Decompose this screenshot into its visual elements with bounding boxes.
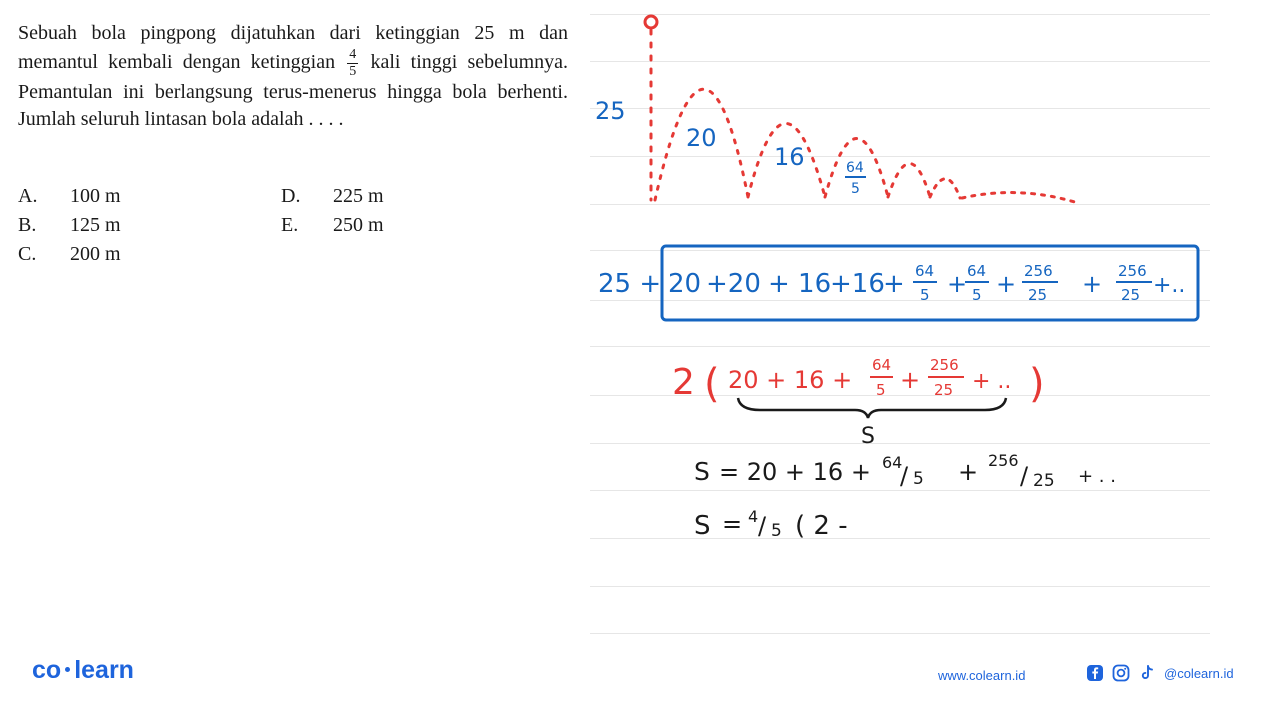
- option-e[interactable]: E. 250 m: [281, 214, 384, 236]
- label-16: 16: [774, 143, 805, 171]
- problem-fraction: $\frac{4}{5}$: [349, 46, 357, 79]
- svg-text:S: S: [694, 457, 710, 486]
- svg-text:+: +: [947, 270, 968, 298]
- svg-text:256: 256: [988, 451, 1019, 470]
- svg-text:+: +: [958, 458, 979, 486]
- svg-text:+: +: [1082, 270, 1103, 298]
- svg-text:+ 16: + 16: [768, 269, 832, 299]
- problem-text-before: Sebuah bola pingpong dijatuhkan dari ketinggian 25 m dan memantul kembali dengan ketinggian: [18, 22, 568, 73]
- svg-text:5: 5: [913, 469, 924, 489]
- social-links: [1086, 664, 1234, 682]
- problem-text-after: kali tinggi sebelumnya. Pemantulan ini berlangsung terus-menerus hingga bola berhenti. Jumlah seluruh lintasan bola adalah . . . .: [18, 50, 569, 130]
- svg-text:25: 25: [934, 381, 954, 399]
- label-20: 20: [686, 124, 717, 152]
- svg-text:= 20 + 16 +: = 20 + 16 +: [719, 458, 871, 486]
- svg-text:5: 5: [972, 286, 982, 304]
- series-work: [694, 507, 848, 541]
- svg-text:/: /: [1020, 462, 1029, 490]
- label-25: 25: [595, 97, 626, 125]
- svg-text:+: +: [996, 270, 1017, 298]
- website-link[interactable]: www.colearn.id: [938, 668, 1026, 683]
- social-handle: @colearn.id: [1164, 665, 1234, 681]
- svg-text:5: 5: [851, 181, 860, 197]
- option-c[interactable]: C. 200 m: [18, 243, 121, 265]
- svg-text:(: (: [704, 361, 720, 407]
- ball-icon: [645, 16, 657, 28]
- svg-text:+20: +20: [706, 269, 761, 299]
- svg-text:64: 64: [882, 453, 903, 472]
- svg-text:256: 256: [930, 356, 959, 374]
- svg-text:25: 25: [1028, 286, 1048, 304]
- svg-text:4: 4: [748, 507, 759, 526]
- svg-text:S: S: [694, 511, 711, 541]
- svg-text:256: 256: [1118, 262, 1147, 280]
- svg-text:): ): [1029, 361, 1045, 407]
- instagram-icon[interactable]: [1112, 664, 1130, 682]
- svg-text:256: 256: [1024, 262, 1053, 280]
- svg-text:=: =: [722, 510, 743, 538]
- svg-text:64: 64: [915, 262, 935, 280]
- facebook-icon[interactable]: [1086, 664, 1104, 682]
- svg-text:+16: +16: [830, 269, 885, 299]
- svg-text:20 + 16 +: 20 + 16 +: [728, 366, 853, 394]
- option-a[interactable]: A. 100 m: [18, 185, 121, 207]
- option-d[interactable]: D. 225 m: [281, 185, 384, 207]
- colearn-logo[interactable]: co learn: [32, 656, 134, 684]
- svg-text:5: 5: [876, 381, 886, 399]
- svg-text:64: 64: [846, 160, 864, 176]
- series-definition: [694, 451, 1116, 491]
- underbrace: [738, 398, 1006, 418]
- bounce-tail: [962, 193, 1078, 203]
- svg-text:+: +: [883, 269, 905, 299]
- svg-text:( 2 -: ( 2 -: [795, 511, 848, 541]
- sum-expansion: [598, 246, 1198, 320]
- factored-form: [672, 356, 1045, 449]
- svg-text:25 +: 25 +: [598, 269, 662, 299]
- svg-text:2: 2: [672, 362, 695, 403]
- svg-text:+ . .: + . .: [1078, 466, 1116, 487]
- brace-label: S: [861, 424, 875, 449]
- svg-text:+: +: [900, 366, 921, 394]
- svg-text:25: 25: [1033, 471, 1055, 491]
- svg-text:/: /: [758, 512, 767, 540]
- svg-text:64: 64: [872, 356, 892, 374]
- bounce-diagram: [595, 16, 1078, 203]
- svg-text:25: 25: [1121, 286, 1141, 304]
- svg-text:+..: +..: [1153, 273, 1186, 298]
- svg-text:20: 20: [668, 269, 702, 299]
- tiktok-icon[interactable]: [1138, 664, 1156, 682]
- bounce-arc-5: [930, 179, 960, 198]
- svg-text:/: /: [900, 462, 909, 490]
- svg-text:5: 5: [771, 521, 782, 541]
- svg-text:64: 64: [967, 262, 987, 280]
- svg-text:5: 5: [920, 286, 930, 304]
- svg-text:+ ..: + ..: [972, 369, 1012, 394]
- bounce-arc-4: [888, 164, 930, 198]
- option-b[interactable]: B. 125 m: [18, 214, 121, 236]
